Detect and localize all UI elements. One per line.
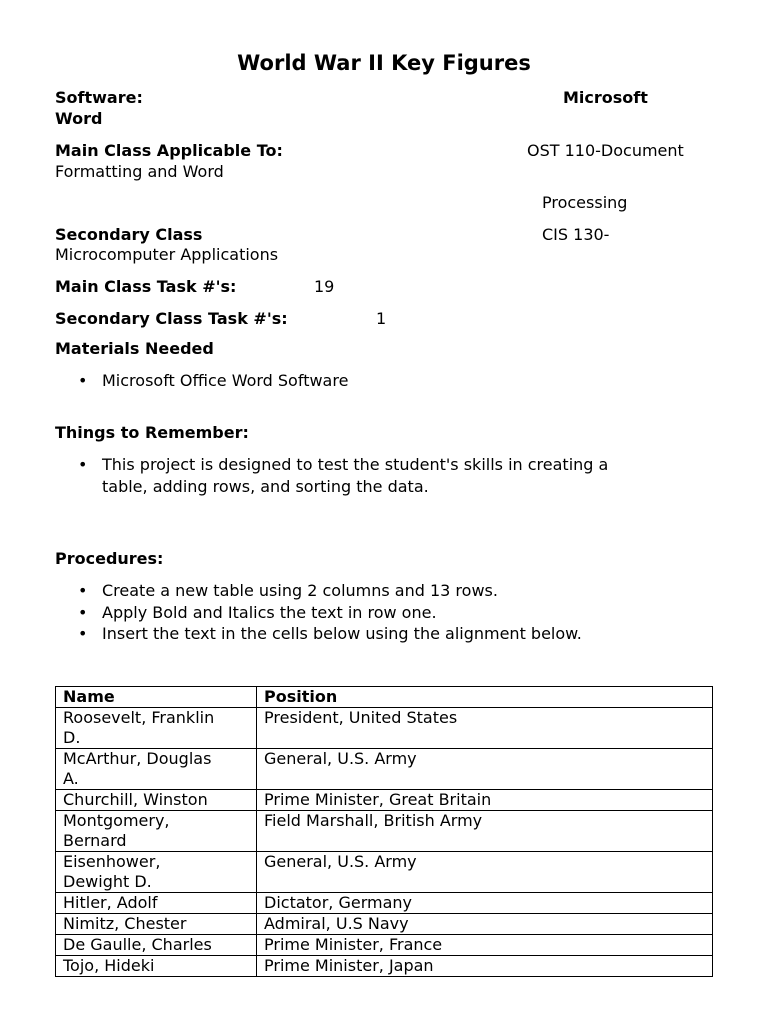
name-line2: Bernard bbox=[63, 831, 127, 850]
name-line2: A. bbox=[63, 769, 79, 788]
name-cell bbox=[56, 708, 257, 749]
procedures-list bbox=[78, 580, 582, 645]
table-row bbox=[56, 956, 713, 977]
name-cell: Churchill, Winston bbox=[56, 790, 257, 811]
main-class-value-line1: OST 110-Document bbox=[527, 141, 684, 160]
software-value-line2: Word bbox=[55, 109, 103, 128]
main-task-label: Main Class Task #'s: bbox=[55, 277, 237, 296]
name-line2: D. bbox=[63, 728, 81, 747]
bullet-icon: • bbox=[78, 455, 88, 474]
procedures-item-text: Apply Bold and Italics the text in row one. bbox=[102, 602, 437, 622]
name-cell bbox=[56, 749, 257, 790]
position-cell: President, United States bbox=[257, 708, 713, 749]
list-item bbox=[78, 602, 582, 624]
software-value-line1: Microsoft bbox=[563, 88, 648, 107]
position-cell: Prime Minister, Great Britain bbox=[257, 790, 713, 811]
remember-heading: Things to Remember: bbox=[55, 423, 249, 442]
materials-list bbox=[78, 370, 348, 392]
bullet-icon: • bbox=[78, 371, 88, 390]
name-cell: De Gaulle, Charles bbox=[56, 935, 257, 956]
position-cell: Field Marshall, British Army bbox=[257, 811, 713, 852]
name-line1: Montgomery, bbox=[63, 811, 170, 830]
name-line1: McArthur, Douglas bbox=[63, 749, 212, 768]
secondary-task-label: Secondary Class Task #'s: bbox=[55, 309, 288, 328]
table-row bbox=[56, 852, 713, 893]
position-cell: Admiral, U.S Navy bbox=[257, 914, 713, 935]
column-header-position: Position bbox=[257, 687, 713, 708]
remember-list bbox=[78, 454, 608, 497]
key-figures-table bbox=[55, 686, 713, 977]
secondary-task-value: 1 bbox=[376, 309, 387, 328]
table-row bbox=[56, 811, 713, 852]
remember-item-line2: table, adding rows, and sorting the data. bbox=[102, 476, 429, 496]
bullet-icon: • bbox=[78, 581, 88, 600]
bullet-icon: • bbox=[78, 624, 88, 643]
materials-heading: Materials Needed bbox=[55, 339, 214, 358]
position-cell: General, U.S. Army bbox=[257, 852, 713, 893]
position-cell: Dictator, Germany bbox=[257, 893, 713, 914]
table-row bbox=[56, 893, 713, 914]
secondary-class-value-line1: CIS 130- bbox=[542, 225, 610, 244]
document-title: World War II Key Figures bbox=[237, 51, 531, 75]
name-line1: Eisenhower, bbox=[63, 852, 161, 871]
table-header-row bbox=[56, 687, 713, 708]
secondary-class-value-line2: Microcomputer Applications bbox=[55, 245, 279, 264]
main-class-label: Main Class Applicable To: bbox=[55, 141, 283, 160]
procedures-heading: Procedures: bbox=[55, 549, 164, 568]
table-row bbox=[56, 790, 713, 811]
procedures-item-text: Insert the text in the cells below using the alignment below. bbox=[102, 624, 582, 643]
name-line1: Roosevelt, Franklin bbox=[63, 708, 215, 727]
list-item bbox=[78, 580, 582, 602]
column-header-name: Name bbox=[56, 687, 257, 708]
materials-item-text: Microsoft Office Word Software bbox=[102, 371, 349, 390]
list-item bbox=[78, 454, 608, 497]
table-row bbox=[56, 749, 713, 790]
main-task-value: 19 bbox=[314, 277, 335, 296]
name-cell: Nimitz, Chester bbox=[56, 914, 257, 935]
position-cell: Prime Minister, France bbox=[257, 935, 713, 956]
name-cell bbox=[56, 852, 257, 893]
table-row bbox=[56, 914, 713, 935]
secondary-class-label: Secondary Class bbox=[55, 225, 203, 244]
position-cell: Prime Minister, Japan bbox=[257, 956, 713, 977]
bullet-icon: • bbox=[78, 602, 88, 622]
name-cell bbox=[56, 811, 257, 852]
remember-item-line1: This project is designed to test the student's skills in creating a bbox=[102, 455, 609, 474]
position-cell: General, U.S. Army bbox=[257, 749, 713, 790]
table-row bbox=[56, 708, 713, 749]
main-class-value-line2: Formatting and Word bbox=[55, 162, 224, 181]
main-class-value-line3: Processing bbox=[542, 193, 628, 212]
name-line2: Dewight D. bbox=[63, 872, 152, 891]
table-row bbox=[56, 935, 713, 956]
software-label: Software: bbox=[55, 88, 143, 107]
name-cell: Tojo, Hideki bbox=[56, 956, 257, 977]
procedures-item-text: Create a new table using 2 columns and 13 rows. bbox=[102, 581, 498, 600]
list-item bbox=[78, 623, 582, 645]
name-cell: Hitler, Adolf bbox=[56, 893, 257, 914]
list-item bbox=[78, 370, 348, 392]
